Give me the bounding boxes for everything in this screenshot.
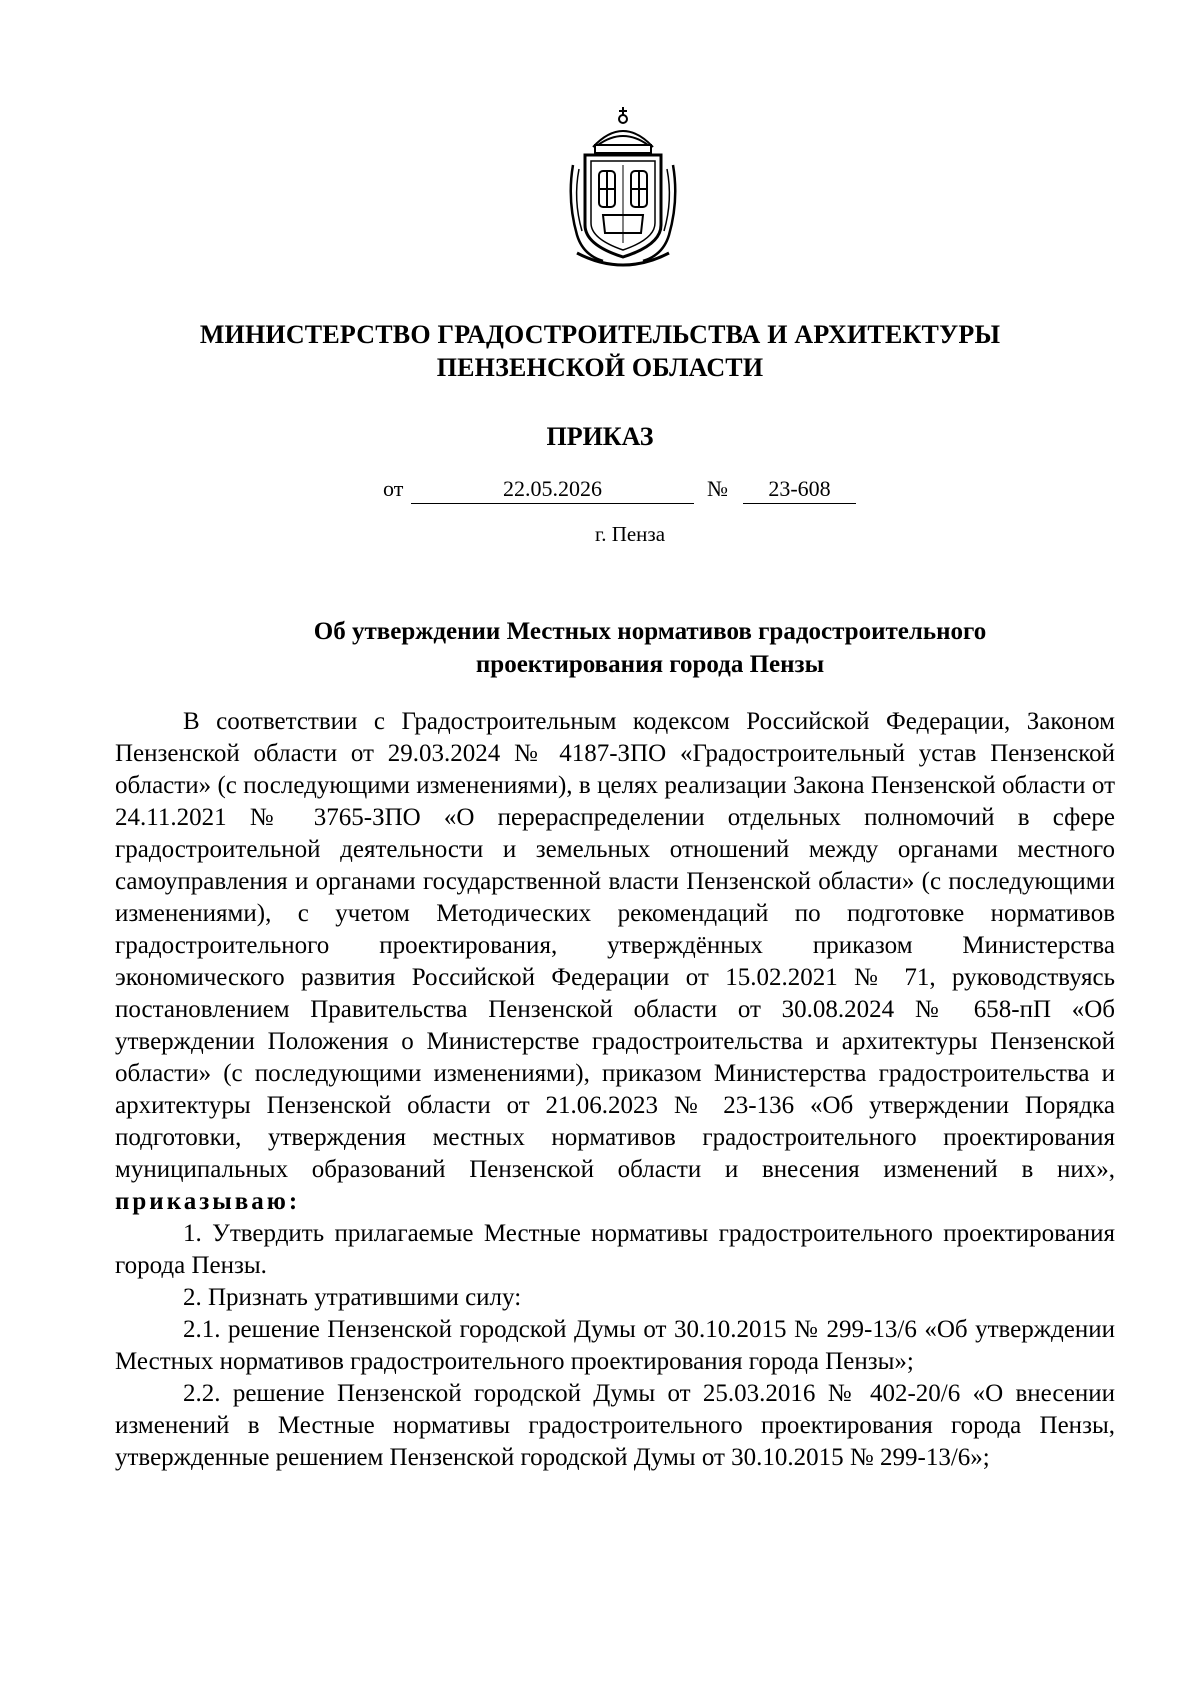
item-2-1: 2.1. решение Пензенской городской Думы от 30.10.2015 № 299-13/6 «Об утверждении Местных нормативов градостроительного проектирования города Пензы»; [115,1316,1115,1375]
preamble-paragraph [115,706,1115,1218]
ministry-title [0,318,1200,384]
subject-line-2: проектирования города Пензы [475,651,825,678]
document-body [115,706,1115,1474]
document-subject [240,615,1060,681]
date-prefix: от [383,476,404,501]
coat-of-arms-emblem [563,105,683,270]
number-prefix: № [707,476,728,501]
order-word: приказываю: [115,1188,301,1215]
document-date: 22.05.2026 [411,476,694,504]
item-1: 1. Утвердить прилагаемые Местные нормативы градостроительного проектирования города Пензы. [115,1220,1115,1279]
preamble-text: В соответствии с Градостроительным кодексом Российской Федерации, Законом Пензенской области от 29.03.2024 № 4187-ЗПО «Градостроительный устав Пензенской области» (с последующими изменениями), в целях реализации Закона Пензенской области от 24.11.2021 № 3765-ЗПО «О перераспределении отдельных полномочий в сфере градостроительной деятельности и земельных отношений между органами местного самоуправления и органами государственной власти Пензенской области» (с последующими изменениями), с учетом Методических рекомендаций по подготовке нормативов градостроительного проектирования, утверждённых приказом Министерства экономического развития Российской Федерации от 15.02.2021 № 71, руководствуясь постановлением Правительства Пензенской области от 30.08.2024 № 658-пП «Об утверждении Положения о Министерстве градостроительства и архитектуры Пензенской области» (с последующими изменениями), приказом Министерства градостроительства и архитектуры Пензенской области от 21.06.2023 № 23-136 «Об утверждении Порядка подготовки, утверждения местных нормативов градостроительного проектирования муниципальных образований Пензенской области и внесения изменений в них», [115,708,1115,1183]
ministry-title-line-1: МИНИСТЕРСТВО ГРАДОСТРОИТЕЛЬСТВА И АРХИТЕКТУРЫ [199,320,1001,349]
document-number: 23-608 [743,476,856,504]
document-type: ПРИКАЗ [546,422,654,451]
date-number-line [0,476,1200,506]
city-name: г. Пенза [594,522,666,546]
item-2: 2. Признать утратившими силу: [183,1284,522,1311]
ministry-title-line-2: ПЕНЗЕНСКОЙ ОБЛАСТИ [436,353,764,382]
item-2-2: 2.2. решение Пензенской городской Думы от 25.03.2016 № 402-20/6 «О внесении изменений в Местные нормативы градостроительного проектирования города Пензы, утвержденные решением Пензенской городской Думы от 30.10.2015 № 299-13/6»; [115,1380,1115,1471]
subject-line-1: Об утверждении Местных нормативов градостроительного [313,618,987,645]
